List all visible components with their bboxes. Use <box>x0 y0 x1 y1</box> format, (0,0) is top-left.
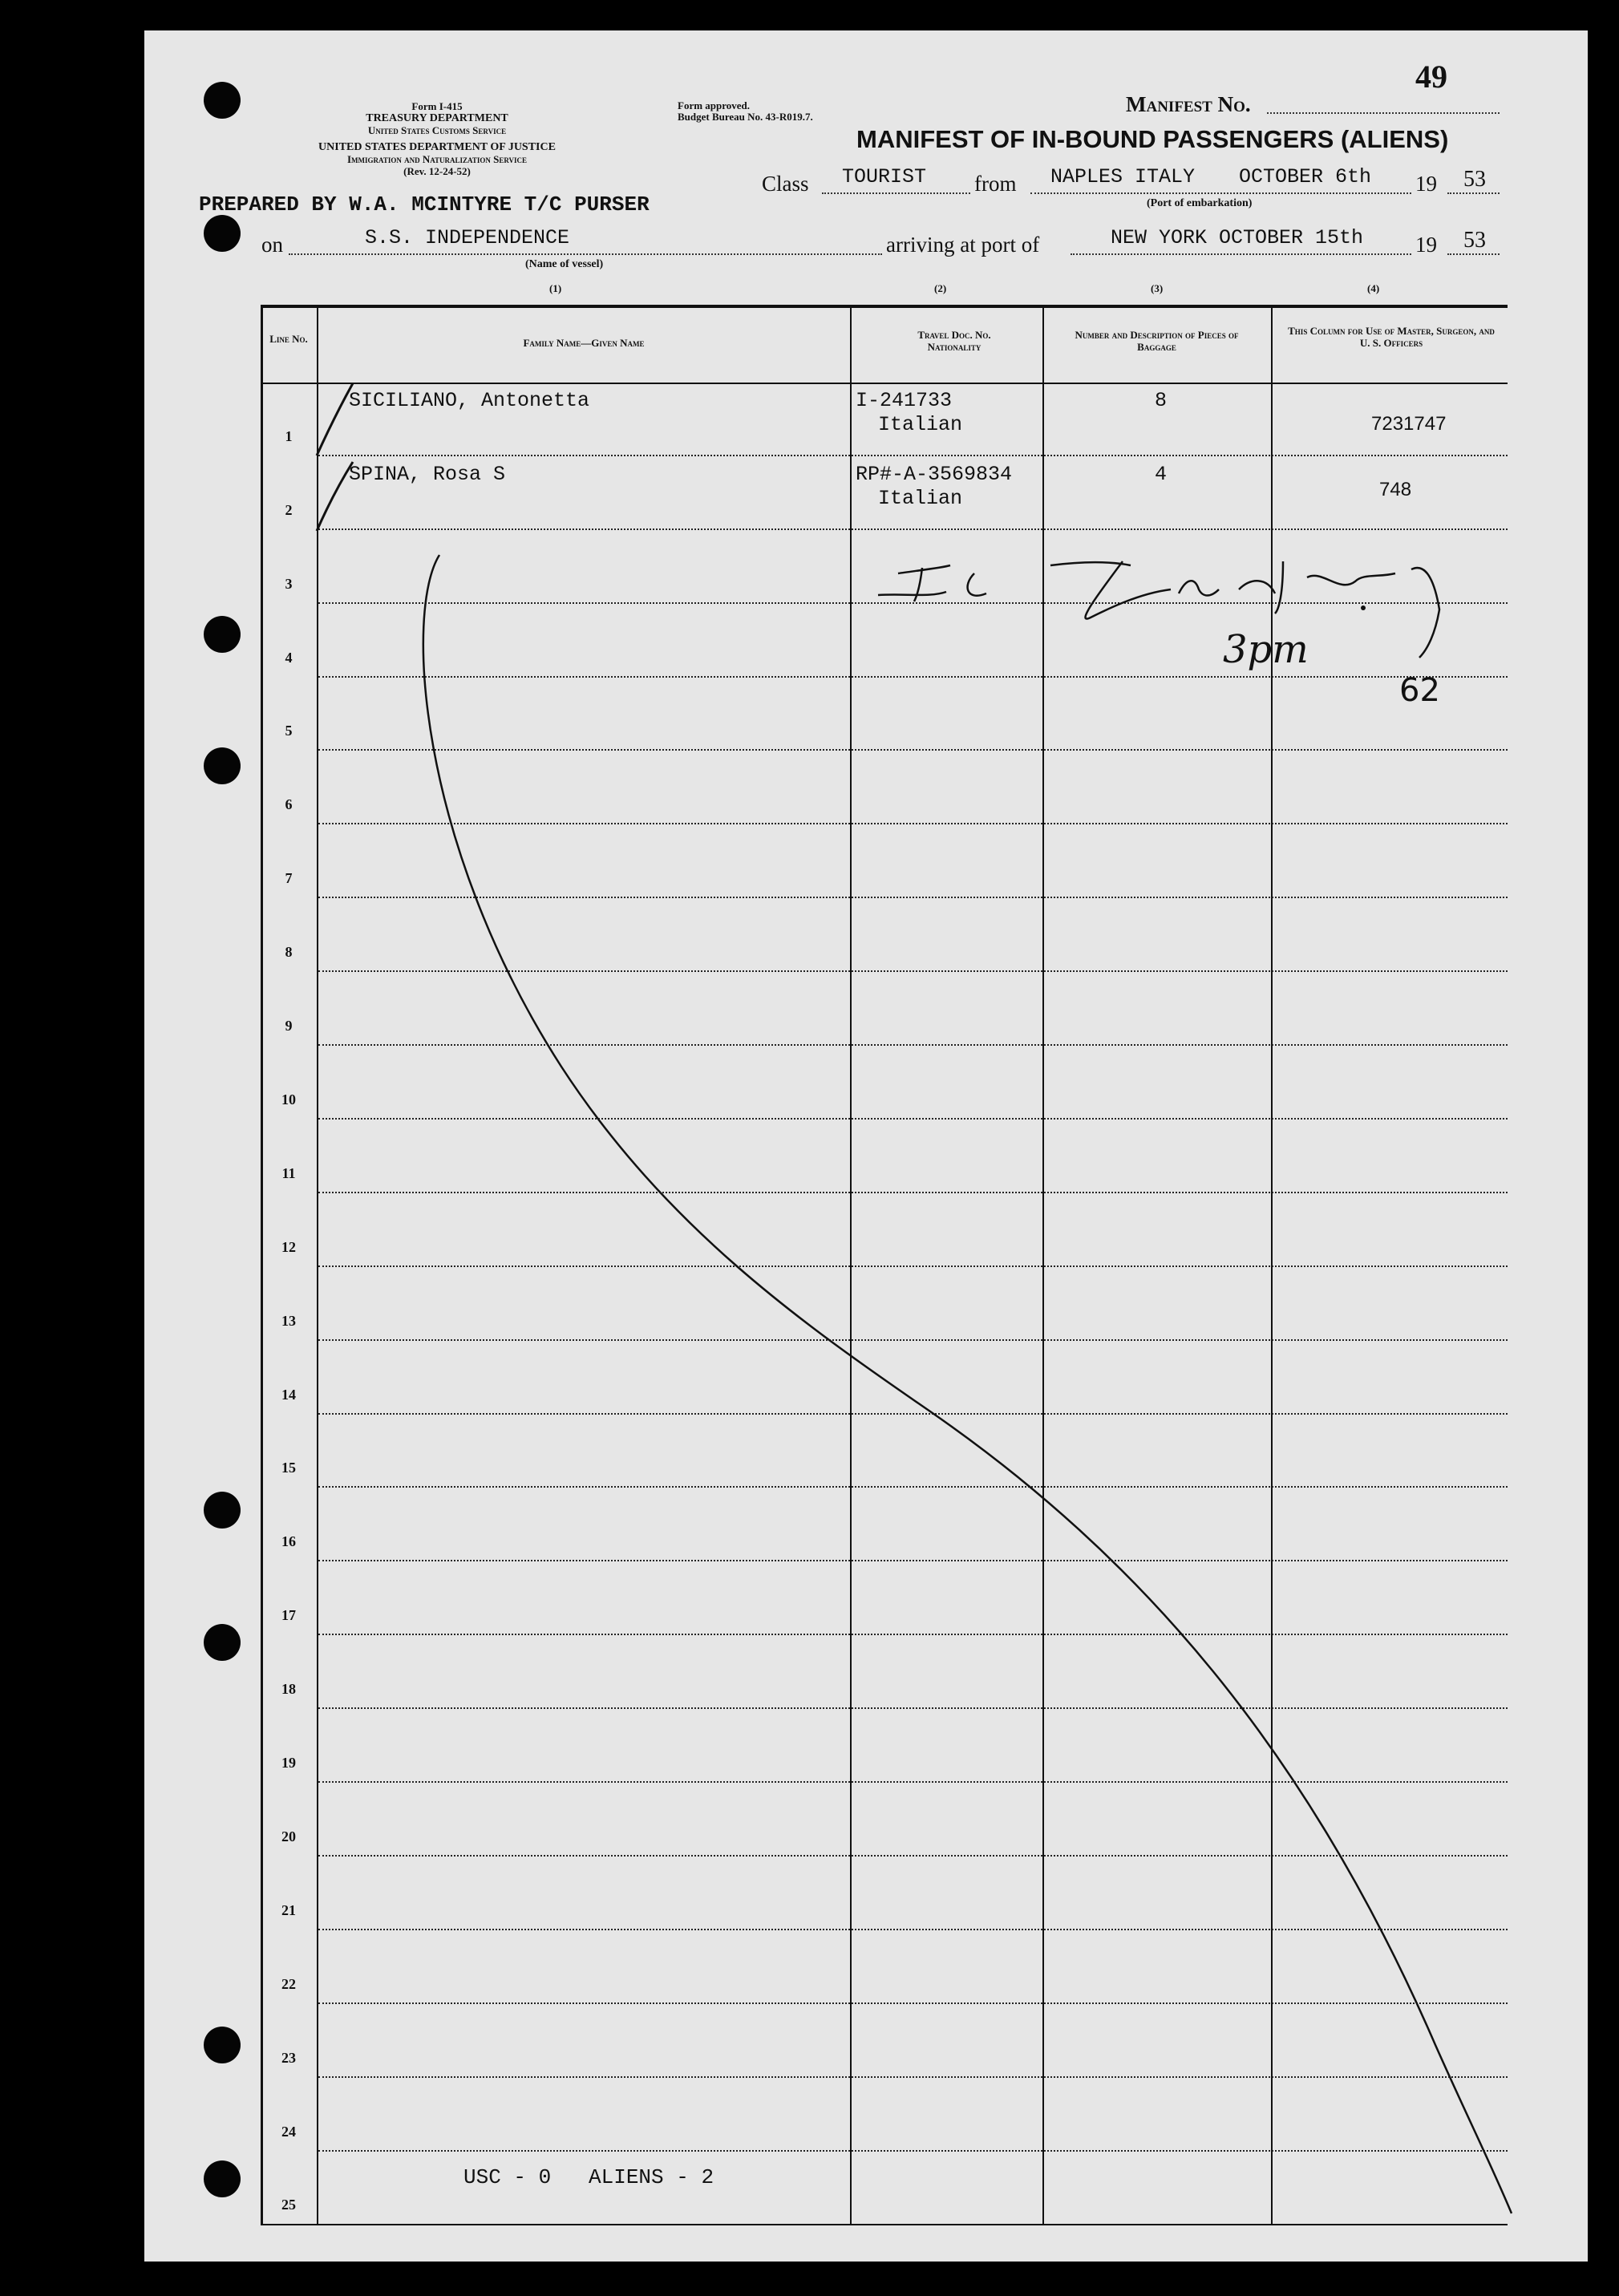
dept-treasury: TREASURY DEPARTMENT <box>366 112 508 124</box>
table-row <box>261 456 1508 530</box>
table-row <box>261 1857 1508 1930</box>
arriving-value: NEW YORK OCTOBER 15th <box>1111 226 1364 249</box>
row-number: 6 <box>285 796 293 813</box>
col-head-baggage: Number and Description of Pieces of Baggage <box>1075 329 1239 353</box>
form-revision: (Rev. 12-24-52) <box>403 165 471 177</box>
nationality: Italian <box>878 486 963 510</box>
row-number: 24 <box>281 2123 296 2140</box>
prepared-by: PREPARED BY W.A. MCINTYRE T/C PURSER <box>199 192 650 217</box>
table-row <box>261 1046 1508 1120</box>
vessel-name: S.S. INDEPENDENCE <box>365 226 570 249</box>
year-line <box>1447 192 1500 194</box>
travel-doc-number: I-241733 <box>856 389 953 412</box>
year-prefix: 19 <box>1415 172 1437 196</box>
col-number-4: (4) <box>1367 282 1380 294</box>
row-number: 22 <box>281 1975 296 1992</box>
form-header-block <box>257 100 617 177</box>
manifest-no-line <box>1267 112 1500 114</box>
binder-hole <box>204 616 241 653</box>
class-line <box>822 192 970 194</box>
binder-hole <box>204 1492 241 1529</box>
table-row <box>261 1635 1508 1709</box>
arriving-year-prefix: 19 <box>1415 233 1437 257</box>
binder-hole <box>204 82 241 119</box>
table-row <box>261 1193 1508 1267</box>
handwritten-time: 3pm <box>1223 627 1309 672</box>
row-number: 20 <box>281 1828 296 1844</box>
class-label: Class <box>762 172 809 196</box>
col-number-2: (2) <box>934 282 947 294</box>
form-approved-text: Form approved. <box>678 99 751 111</box>
binder-hole <box>204 2160 241 2197</box>
table-row <box>261 1267 1508 1341</box>
binder-hole <box>204 747 241 784</box>
binder-hole <box>204 1624 241 1661</box>
arriving-year-line <box>1447 253 1500 255</box>
table-row <box>261 1488 1508 1562</box>
passenger-name: SPINA, Rosa S <box>349 462 506 486</box>
arriving-label: arriving at port of <box>886 233 1040 257</box>
dept-justice-sub: Immigration and Naturalization Service <box>346 153 528 165</box>
page-number: 49 <box>1415 59 1447 95</box>
table-row <box>261 824 1508 898</box>
col-head-officer: This Column for Use of Master, Surgeon, and U. S. Officers <box>1288 325 1495 349</box>
col-number-1: (1) <box>549 282 562 294</box>
table-row <box>261 1415 1508 1488</box>
row-number: 16 <box>281 1533 296 1550</box>
row-number: 18 <box>281 1681 296 1698</box>
table-row <box>261 972 1508 1046</box>
from-label: from <box>974 172 1017 196</box>
row-number: 15 <box>281 1460 296 1476</box>
row-number: 21 <box>281 1901 296 1918</box>
binder-hole <box>204 215 241 252</box>
row-number: 9 <box>285 1018 293 1035</box>
dept-treasury-sub: United States Customs Service <box>367 124 507 136</box>
table-row <box>261 1341 1508 1415</box>
handwritten-number: 62 <box>1399 672 1440 709</box>
arriving-line <box>1071 253 1411 255</box>
table-row <box>261 1120 1508 1193</box>
form-approved <box>678 100 813 123</box>
officer-note: 748 <box>1379 478 1412 500</box>
col-head-name: Family Name—Given Name <box>523 337 645 349</box>
year-value: 53 <box>1463 167 1486 192</box>
from-port: NAPLES ITALY <box>1050 165 1196 188</box>
row-number: 19 <box>281 1755 296 1772</box>
table-row <box>261 898 1508 972</box>
baggage-count: 4 <box>1155 462 1168 486</box>
travel-doc-number: RP#-A-3569834 <box>856 462 1013 486</box>
form-number: Form I-415 <box>411 100 463 112</box>
manifest-no-label: Manifest No. <box>1126 92 1251 116</box>
table-row <box>261 2004 1508 2078</box>
row-number: 23 <box>281 2049 296 2066</box>
row-number: 17 <box>281 1607 296 1624</box>
nationality: Italian <box>878 413 963 436</box>
table-row <box>261 2078 1508 2152</box>
table-row <box>261 751 1508 825</box>
binder-hole <box>204 2027 241 2063</box>
arriving-year: 53 <box>1463 228 1486 253</box>
col-head-travel: Travel Doc. No. Nationality <box>917 329 991 353</box>
from-date: OCTOBER 6th <box>1239 165 1372 188</box>
from-line <box>1030 192 1411 194</box>
table-row <box>261 383 1508 456</box>
table-top-border <box>261 305 1508 308</box>
vessel-line <box>289 253 882 255</box>
table-row <box>261 678 1508 751</box>
vessel-caption: (Name of vessel) <box>525 258 604 270</box>
row-number: 13 <box>281 1312 296 1329</box>
table-row <box>261 1561 1508 1635</box>
footer-totals: USC - 0 ALIENS - 2 <box>463 2165 714 2189</box>
port-embarkation-caption: (Port of embarkation) <box>1147 197 1253 209</box>
row-number: 1 <box>285 427 293 444</box>
budget-bureau-text: Budget Bureau No. 43-R019.7. <box>678 111 813 123</box>
row-number: 2 <box>285 501 293 518</box>
officer-note: 7231747 <box>1371 413 1447 435</box>
row-number: 12 <box>281 1238 296 1255</box>
row-number: 3 <box>285 575 293 592</box>
page-title: MANIFEST OF IN-BOUND PASSENGERS (ALIENS) <box>856 125 1449 153</box>
row-number: 8 <box>285 944 293 961</box>
class-value: TOURIST <box>842 165 927 188</box>
row-number: 4 <box>285 649 293 666</box>
table-row <box>261 1783 1508 1857</box>
table-row <box>261 2152 1508 2225</box>
row-number: 10 <box>281 1091 296 1108</box>
on-label: on <box>261 233 283 257</box>
table-row <box>261 1930 1508 2004</box>
row-number: 7 <box>285 870 293 887</box>
col-number-3: (3) <box>1151 282 1164 294</box>
row-number: 11 <box>281 1164 296 1181</box>
dept-justice: UNITED STATES DEPARTMENT OF JUSTICE <box>318 141 556 153</box>
baggage-count: 8 <box>1155 389 1168 412</box>
row-number: 14 <box>281 1386 296 1403</box>
col-head-line: Line No. <box>269 333 308 345</box>
table-row <box>261 1709 1508 1783</box>
row-number: 5 <box>285 723 293 739</box>
row-number: 25 <box>281 2197 296 2213</box>
passenger-name: SICILIANO, Antonetta <box>349 389 590 412</box>
